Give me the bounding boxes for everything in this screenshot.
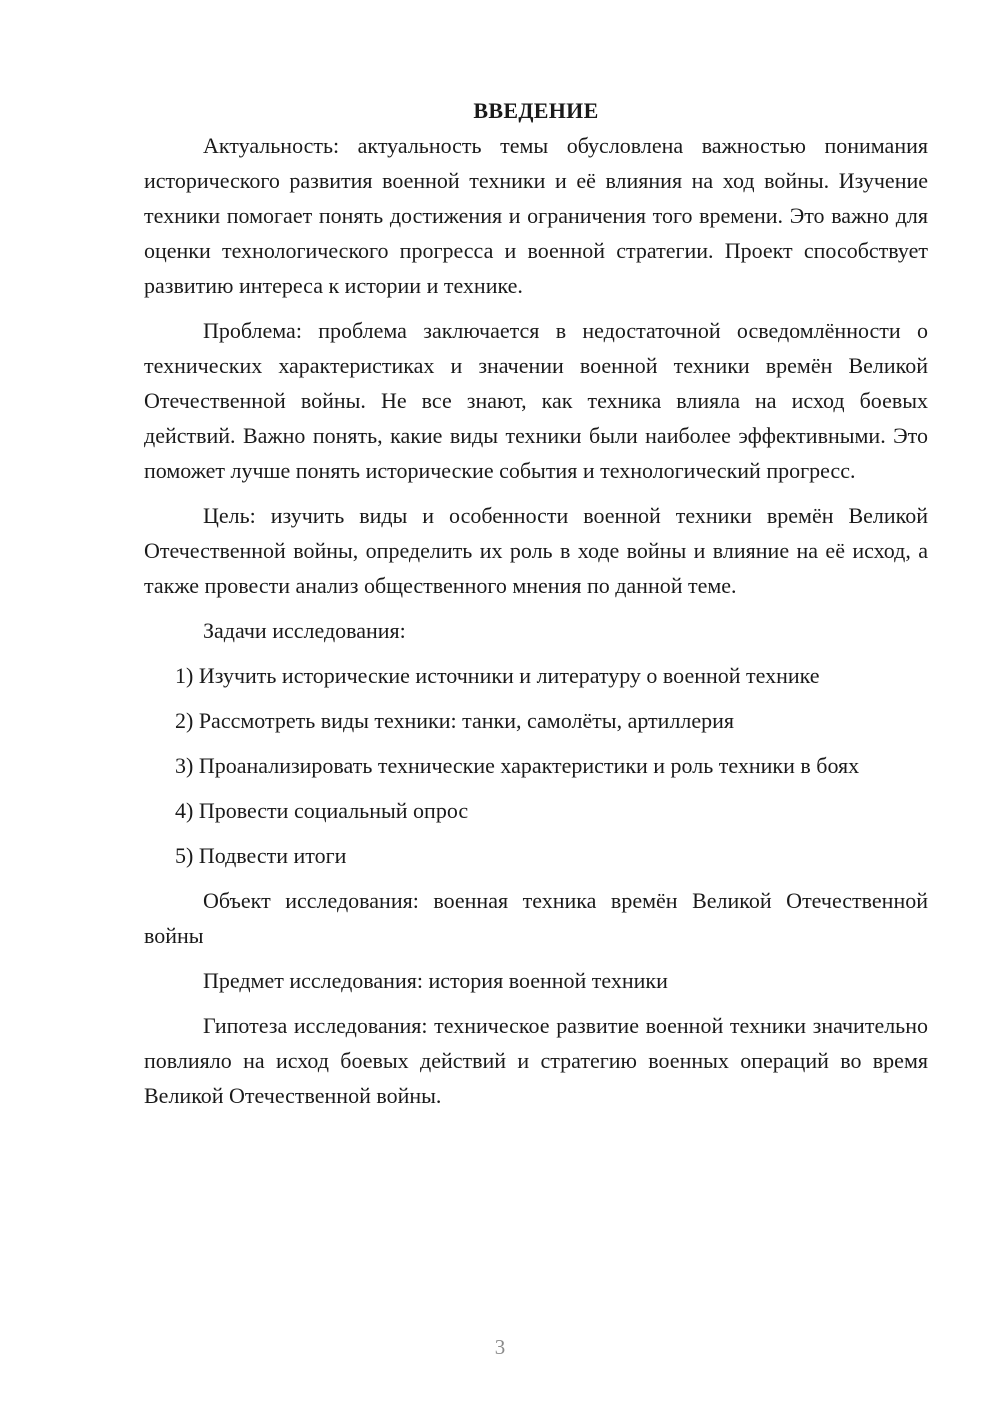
tasks-heading: Задачи исследования: [203,618,406,643]
object-paragraph: Объект исследования: военная техника времён Великой Отечественной войны [144,888,928,948]
task-item-4: 4) Провести социальный опрос [175,798,469,823]
page-title: ВВЕДЕНИЕ [473,98,599,123]
hypothesis-paragraph: Гипотеза исследования: техническое развитие военной техники значительно повлияло на исход боевых действий и стратегию военных операций во время Великой Отечественной войны. [144,1013,928,1108]
task-item-3: 3) Проанализировать технические характеристики и роль техники в боях [175,753,860,778]
task-item-5: 5) Подвести итоги [175,843,347,868]
subject-paragraph: Предмет исследования: история военной техники [203,968,668,993]
relevance-paragraph: Актуальность: актуальность темы обусловлена важностью понимания исторического развития военной техники и её влияния на ход войны. Изучение техники помогает понять достижения и ограничения того времени. Это важно для оценки технологического прогресса и военной стратегии. Проект способствует развитию интереса к истории и технике. [144,133,928,298]
page-number: 3 [494,1335,506,1359]
task-item-1: 1) Изучить исторические источники и литературу о военной технике [175,663,820,688]
problem-paragraph: Проблема: проблема заключается в недостаточной осведомлённости о технических характеристиках и значении военной техники времён Великой Отечественной войны. Не все знают, как техника влияла на исход боевых действий. Важно понять, какие виды техники были наиболее эффективными. Это поможет лучше понять исторические события и технологический прогресс. [144,318,928,483]
task-item-2: 2) Рассмотреть виды техники: танки, самолёты, артиллерия [175,708,735,733]
goal-paragraph: Цель: изучить виды и особенности военной техники времён Великой Отечественной войны, определить их роль в ходе войны и влияние на её исход, а также провести анализ общественного мнения по данной теме. [144,503,928,598]
